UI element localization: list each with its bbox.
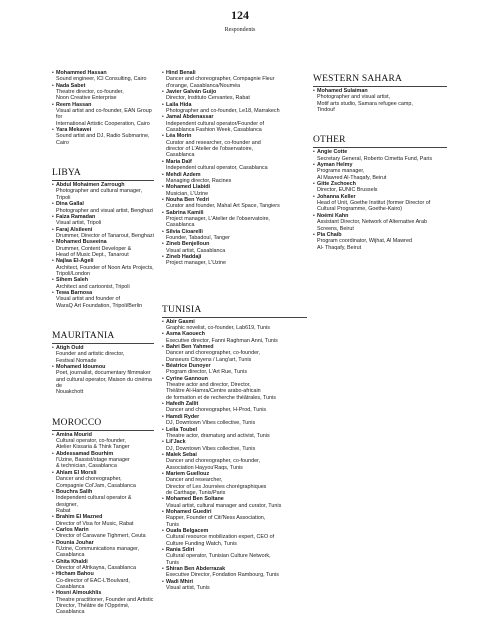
- respondent-entry: [162, 528, 307, 547]
- respondent-name: • Abdessamad Bourhim: [56, 450, 114, 457]
- respondent-name: • Maria Daïf: [166, 158, 192, 165]
- respondent-role: Visual artist, cultural manager and curator, Tunis: [166, 502, 282, 509]
- respondent-name: • Malek Sebai: [166, 451, 197, 458]
- respondent-name: • Cyrine Gannoun: [166, 375, 208, 382]
- respondent-role: Cultural operator, co-founder, Atelier Kissaria & Think Tanger: [56, 438, 130, 451]
- respondent-name: • Zineb Haddaji: [166, 253, 202, 260]
- respondent-name: • Hosni Almoukhlis: [56, 590, 102, 597]
- respondent-entry: [162, 414, 307, 427]
- respondent-role: Managing director, Racines: [166, 177, 232, 184]
- section-other: [313, 135, 447, 251]
- respondent-role: Poet, journalist, documentary filmmaker and cultural operator, Maison du cinéma de Nouakchott: [56, 370, 152, 396]
- respondent-entry: [313, 181, 447, 194]
- section-continued: [52, 70, 154, 146]
- respondent-role: Cultural operator, Tunisian Culture Network, Tunis: [166, 553, 271, 566]
- respondent-role: Photographer and co-founder, Le18, Marrakech: [166, 108, 280, 115]
- respondent-name: • Faraj Alsileeni: [56, 226, 93, 233]
- section-heading: MOROCCO: [52, 418, 154, 431]
- respondent-role: l'Uzine, Bassist/stage manager & technician, Casablanca: [56, 457, 130, 470]
- respondent-entry: [162, 509, 307, 528]
- respondent-name: • Mohamed Guediri: [166, 508, 212, 515]
- respondent-entry: [162, 319, 307, 332]
- respondent-role: Photographer and cultural manager, Tripoli: [56, 188, 143, 201]
- respondent-name: • Rania Sdiri: [166, 547, 195, 554]
- respondent-entry: [52, 102, 154, 127]
- respondent-role: Dancer and choreographer, co-founder, Association Hayyou'Raqs, Tunis: [166, 458, 261, 471]
- respondent-role: Theatre practitioner, Founder and Artistic Director, Théâtre de l'Opprimé, Casablanca: [56, 596, 154, 616]
- respondent-name: • Hamdi Ryder: [166, 413, 200, 420]
- respondent-role: Theatre actor and director, Director, Théâtre Al-Hamra/Centre arabo-africain de formation et de recherche théâtrales, Tunis: [166, 382, 276, 401]
- respondent-role: Executive director, Fanni Raghman Anni, Tunis: [166, 337, 278, 344]
- respondent-entry: [52, 527, 154, 540]
- respondent-entry: [52, 277, 154, 290]
- respondent-role: Drummer, Director of Tanarout, Benghazi: [56, 232, 154, 239]
- respondent-role: Project manager, L'Uzine: [166, 260, 227, 267]
- column-3: [313, 70, 447, 251]
- respondent-role: Secretary General, Roberto Cimetta Fund, Paris: [317, 155, 433, 162]
- respondent-role: Co-director of EAC-L'Boulvard, Casablanca: [56, 577, 130, 590]
- respondent-name: • Angie Cotte: [317, 149, 348, 156]
- respondent-role: Curator and researcher, co-founder and director of L'Atelier de l'observatoire, Casablanca: [166, 139, 261, 159]
- respondent-name: • Lil'Jack: [166, 439, 186, 446]
- respondent-entry: [313, 213, 447, 232]
- respondent-role: Dancer and researcher, Director of Les Journées chorégraphiques de Carthage, Tunis/Paris: [166, 477, 267, 496]
- respondent-name: • Mohamed Ben Soltane: [166, 496, 224, 503]
- respondent-entry: [162, 566, 307, 579]
- respondent-role: Assistant Director, Network of Alternative Arab Screens, Beirut: [317, 219, 427, 232]
- respondent-role: Independent cultural operator & designer, Rabat: [56, 495, 132, 514]
- respondent-name: • Wadi Mhiri: [166, 578, 194, 585]
- respondent-entry: [162, 114, 307, 133]
- respondent-entry: [162, 89, 307, 102]
- respondent-entry: [162, 229, 307, 242]
- respondent-role: Photographer and visual artist, Motif arts studio, Samara refugee camp, Tindouf: [317, 94, 413, 114]
- respondent-role: Drummer, Content Developer & Head of Music Dept., Tanarout: [56, 245, 132, 258]
- respondent-entry: [52, 290, 154, 309]
- respondent-role: Executive Director, Fondation Rambourg, Tunis: [166, 572, 279, 579]
- respondent-role: Program coordinator, Wijhat, Al Mawred Al- Thaqafy, Beirut: [317, 238, 412, 251]
- respondent-entry: [52, 514, 154, 527]
- respondent-name: • Gitte Zschoech: [317, 181, 356, 188]
- respondent-entry: [162, 439, 307, 452]
- respondent-role: Dancer and choreographer, co-founder, Danseurs Citoyens / Lang'art, Tunis: [166, 350, 261, 363]
- section-continued: [162, 70, 307, 267]
- respondent-name: • Mariem Guellouz: [166, 470, 210, 477]
- respondent-name: • Ouafa Belgacem: [166, 528, 209, 534]
- respondent-role: Rapper, Founder of Citi'Ness Association, Tunis: [166, 515, 266, 528]
- respondent-entry: [162, 363, 307, 376]
- respondent-entry: [162, 496, 307, 509]
- respondent-name: • Dina Gallal: [56, 201, 84, 208]
- respondent-entry: [52, 214, 154, 227]
- respondent-name: • Javier Galván Guijo: [166, 89, 217, 96]
- respondent-entry: [52, 590, 154, 615]
- respondent-role: Architect, Founder of Noon Arts Projects, Tripoli/London: [56, 264, 154, 277]
- respondent-entry: [162, 133, 307, 158]
- respondent-entry: [313, 194, 447, 213]
- respondent-name: • Hind Benali: [166, 70, 196, 76]
- respondent-name: • Mohamed Sulaiman: [317, 88, 368, 94]
- respondent-entry: [52, 227, 154, 240]
- respondent-entry: [162, 331, 307, 344]
- respondent-role: Director, Instituto Cervantes, Rabat: [166, 95, 250, 102]
- respondent-entry: [52, 83, 154, 102]
- respondent-name: • Reem Hassan: [56, 101, 92, 108]
- respondent-entry: [313, 232, 447, 251]
- respondent-entry: [162, 452, 307, 471]
- respondent-role: Dancer and choreographer, Compagnie Col'Jam, Casablanca: [56, 476, 136, 489]
- respondent-name: • Noémi Kahn: [317, 212, 349, 219]
- respondent-name: • Ayman Helmy: [317, 162, 353, 169]
- respondent-role: Cultural resource mobilization expert, CEO of Culture Funding Watch, Tunis: [166, 534, 275, 547]
- respondent-entry: [52, 470, 154, 489]
- respondent-name: • Ahlam El Morsli: [56, 469, 97, 476]
- respondent-role: Dancer and choreographer, Compagnie Fleur d'orange, Casablanca/Nouméa: [166, 76, 275, 89]
- column-1: [52, 70, 154, 616]
- section-western-sahara: [313, 74, 447, 113]
- running-head: Respondents: [224, 27, 256, 33]
- section-heading: OTHER: [313, 135, 447, 148]
- respondent-name: • Pia Chaib: [317, 231, 342, 238]
- respondent-entry: [162, 344, 307, 363]
- respondent-name: • Sabrina Kamili: [166, 209, 204, 216]
- column-2: [162, 70, 307, 591]
- respondent-name: • Brahim El Mazned: [56, 514, 103, 521]
- respondent-name: • Mohamed Idoumou: [56, 364, 106, 371]
- respondent-role: Director of Caravane Tighmert, Ceuta: [56, 533, 146, 540]
- respondent-name: • Shiran Ben Abderrazak: [166, 566, 226, 573]
- respondent-role: Visual artist, Tunis: [166, 585, 210, 592]
- respondent-name: • Hicham Bahou: [56, 571, 94, 578]
- respondent-name: • Johanna Keller: [317, 193, 356, 200]
- respondent-name: • Dounia Jouhar: [56, 539, 94, 546]
- respondent-name: • Mohamed Llabidi: [166, 184, 211, 191]
- respondent-name: • Léa Morin: [166, 133, 192, 140]
- respondent-entry: [52, 345, 154, 364]
- respondent-entry: [162, 241, 307, 254]
- respondent-name: • Asma Kaouech: [166, 331, 205, 338]
- respondent-role: Founder, Tabadoul, Tanger: [166, 234, 230, 241]
- respondent-entry: [313, 149, 447, 162]
- respondent-name: • Najlaa El-Ageli: [56, 258, 94, 265]
- respondent-name: • Bahri Ben Yahmed: [166, 344, 214, 351]
- respondent-entry: [52, 432, 154, 451]
- respondent-entry: [313, 162, 447, 181]
- respondent-role: Programs manager, Al Mawred Al-Thaqafy, Beirut: [317, 168, 387, 181]
- respondent-entry: [162, 102, 307, 115]
- section-heading: TUNISIA: [162, 305, 307, 318]
- section-morocco: [52, 418, 154, 616]
- respondent-entry: [162, 254, 307, 267]
- respondent-role: Musician, L'Uzine: [166, 190, 209, 197]
- respondent-name: • Bouchra Salih: [56, 488, 93, 495]
- respondent-name: • Béatrice Dunoyer: [166, 363, 211, 370]
- respondent-role: Founder and artistic director, Festival Nomade: [56, 351, 125, 364]
- respondent-role: Director, EUNIC Brussels: [317, 187, 378, 194]
- respondent-entry: [52, 451, 154, 470]
- respondent-name: • Abdul Mohaimen Zarrough: [56, 182, 125, 189]
- respondent-entry: [162, 401, 307, 414]
- respondent-name: • Mohammed Hassan: [56, 70, 107, 76]
- respondent-entry: [52, 571, 154, 590]
- respondent-entry: [52, 182, 154, 201]
- respondent-entry: [162, 210, 307, 229]
- respondent-role: Sound artist and DJ, Radio Submarine, Cairo: [56, 133, 150, 146]
- respondent-role: Dancer and choreographer, H-Prod, Tunis: [166, 407, 267, 414]
- respondent-role: Graphic novelist, co-founder, Lab619, Tunis: [166, 325, 270, 331]
- respondent-entry: [52, 489, 154, 514]
- respondent-name: • Mohamed Buseeina: [56, 239, 107, 246]
- respondent-entry: [52, 127, 154, 146]
- page-number: 124: [231, 8, 249, 22]
- respondent-name: • Jamal Abdenassar: [166, 114, 214, 121]
- respondent-role: Head of Unit, Goethe Institut (former Director of Cultural Programme, Goethe-Kairo): [317, 200, 431, 213]
- section-heading: LIBYA: [52, 168, 154, 181]
- respondent-name: • Nouha Ben Yedri: [166, 196, 210, 203]
- respondent-entry: [52, 201, 154, 214]
- section-heading: WESTERN SAHARA: [313, 74, 447, 87]
- respondent-name: • Sihem Saleh: [56, 277, 89, 284]
- respondent-name: • Leila Toubel: [166, 426, 198, 433]
- respondent-role: Visual artist and co-founder, EAN Group for International Artistic Cooperation, Cairo: [56, 108, 152, 127]
- respondent-entry: [162, 427, 307, 440]
- respondent-role: DJ, Downtown Vibes collective, Tunis: [166, 420, 256, 427]
- respondent-name: • Laila Hida: [166, 101, 192, 108]
- respondent-role: Director of Afrikayna, Casablanca: [56, 564, 136, 571]
- respondent-name: • Yara Mekawei: [56, 127, 92, 134]
- respondent-role: Project manager, L'Atelier de l'observatoire, Casablanca: [166, 215, 270, 229]
- respondent-name: • Atigh Ould: [56, 345, 84, 351]
- respondent-name: • Ghita Khaldi: [56, 558, 88, 565]
- respondent-role: Theatre director, co-founder, Noon Creative Enterprise: [56, 89, 124, 102]
- respondent-role: Curator and founder, Mahal Art Space, Tangiers: [166, 203, 280, 210]
- respondent-role: Architect and cartoonist, Tripoli: [56, 283, 130, 290]
- respondent-entry: [52, 559, 154, 572]
- respondent-entry: [52, 258, 154, 277]
- respondent-entry: [162, 547, 307, 566]
- respondent-entry: [52, 70, 154, 83]
- respondent-role: Sound engineer, ICI Consulting, Cairo: [56, 76, 147, 83]
- respondent-role: Visual artist and founder of WaraQ Art Foundation, Tripoli/Berlin: [56, 296, 143, 309]
- section-mauritania: [52, 331, 154, 396]
- respondent-entry: [162, 579, 307, 592]
- respondent-name: • Silvia Cioarelli: [166, 228, 203, 235]
- respondent-name: • Tewa Barnosa: [56, 289, 93, 296]
- section-heading: MAURITANIA: [52, 331, 154, 344]
- respondent-name: • Faiza Ramadan: [56, 213, 96, 220]
- respondent-entry: [162, 172, 307, 185]
- respondent-entry: [52, 540, 154, 559]
- respondent-entry: [313, 88, 447, 113]
- respondent-role: Theatre actor, dramaturg and activist, Tunis: [166, 432, 270, 439]
- respondent-name: • Nada Sabet: [56, 82, 86, 89]
- respondent-role: Photographer and visual artist, Benghazi: [56, 207, 154, 214]
- section-libya: [52, 168, 154, 309]
- respondent-name: • Abir Gasmi: [166, 318, 195, 325]
- section-tunisia: [162, 305, 307, 592]
- respondent-entry: [162, 376, 307, 401]
- respondent-entry: [162, 471, 307, 496]
- respondent-role: l'Uzine, Communications manager, Casablanca: [56, 545, 140, 559]
- respondent-name: • Hafedh Zallit: [166, 401, 199, 408]
- respondent-name: • Carlos Marin: [56, 526, 89, 533]
- respondent-name: • Amina Mourid: [56, 431, 92, 438]
- respondent-role: Program director, L'Art Rue, Tunis: [166, 369, 248, 376]
- respondent-role: Visual artist, Casablanca: [166, 247, 226, 254]
- respondent-role: Independent cultural operator/Founder of Casablanca Fashion Week, Casablanca: [166, 120, 264, 134]
- respondent-entry: [52, 364, 154, 396]
- respondent-entry: [162, 159, 307, 172]
- respondent-role: Director of Visa for Music, Rabat: [56, 520, 134, 527]
- respondent-name: • Zineb Benjelloun: [166, 241, 210, 248]
- respondent-entry: [162, 197, 307, 210]
- respondent-role: Visual artist, Tripoli: [56, 220, 102, 227]
- respondent-entry: [162, 70, 307, 89]
- respondent-entry: [52, 239, 154, 258]
- respondent-name: • Mehdi Azdem: [166, 171, 201, 178]
- respondent-entry: [162, 184, 307, 197]
- respondent-role: DJ, Downtown Vibes collective, Tunis: [166, 445, 256, 452]
- respondent-role: Independent cultural operator, Casablanca: [166, 165, 268, 172]
